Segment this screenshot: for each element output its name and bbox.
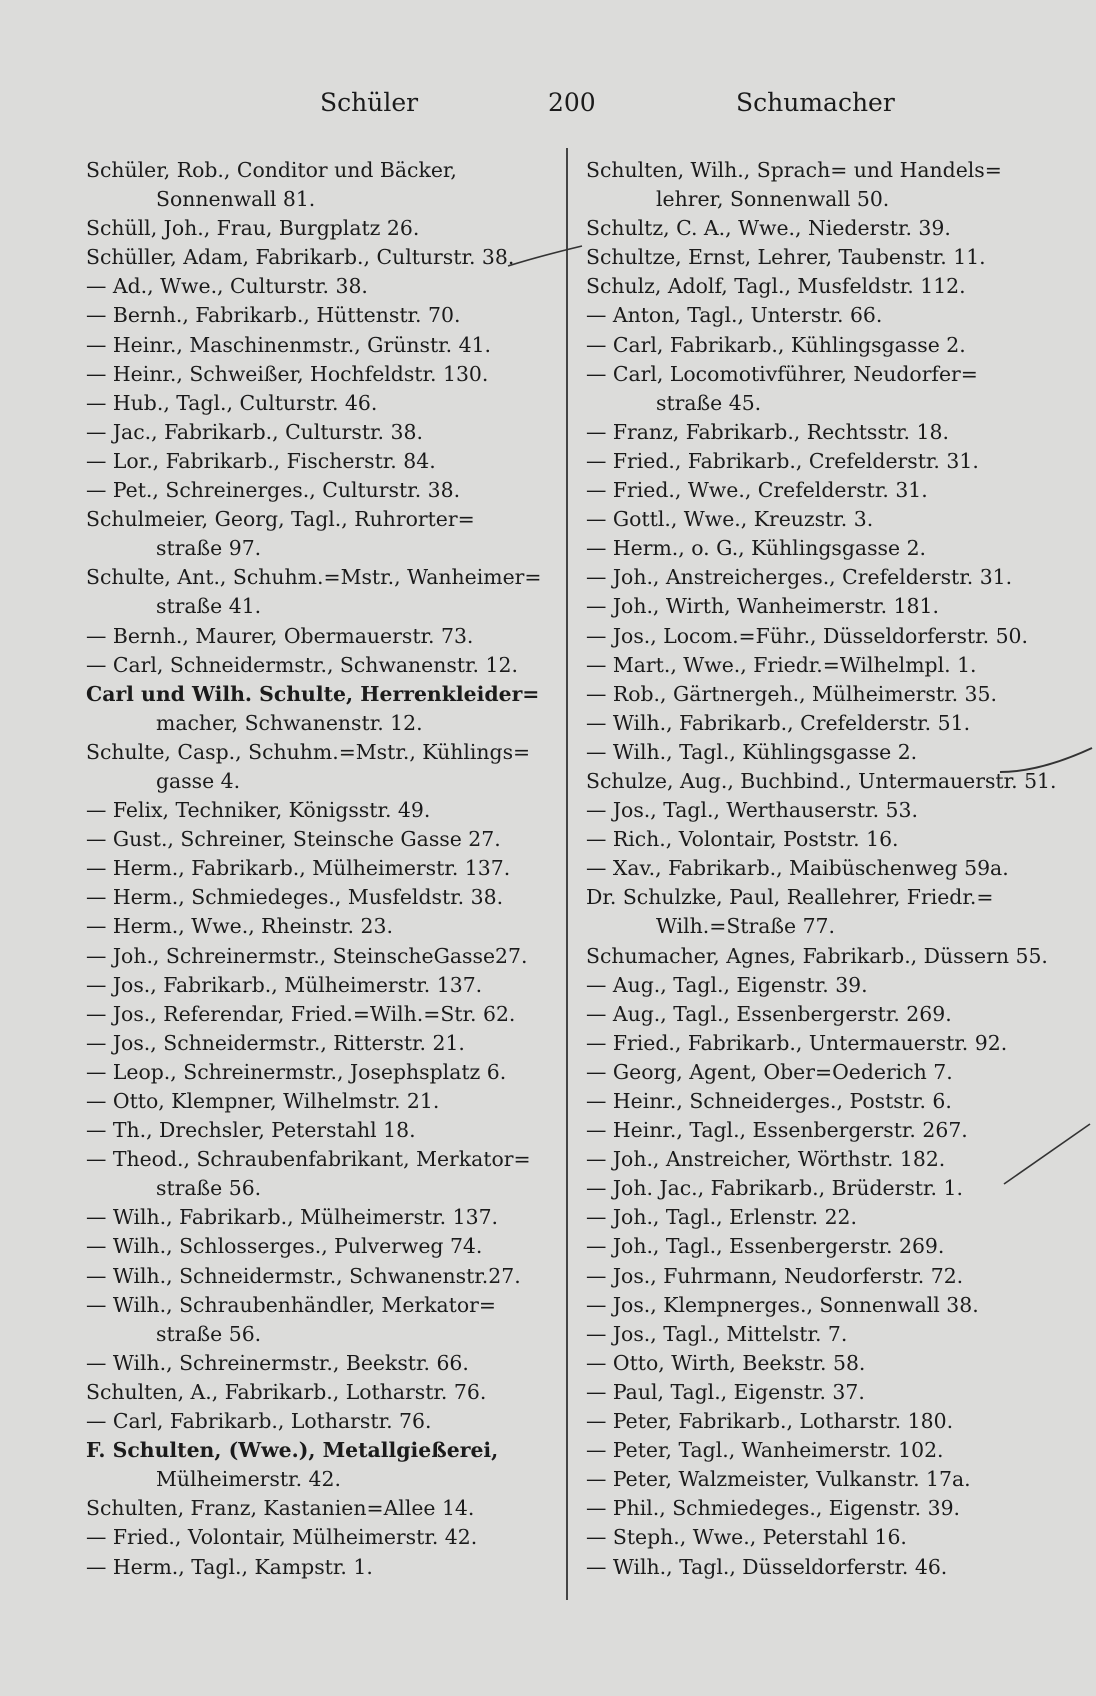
directory-entry: — Peter, Fabrikarb., Lotharstr. 180. xyxy=(586,1409,954,1434)
directory-entry: Schumacher, Agnes, Fabrikarb., Düssern 55. xyxy=(586,943,1048,968)
directory-entry: — Theod., Schraubenfabrikant, Merkator= xyxy=(86,1147,531,1172)
directory-entry: — Heinr., Schneiderges., Poststr. 6. xyxy=(586,1089,952,1113)
directory-entry: — Joh. Jac., Fabrikarb., Brüderstr. 1. xyxy=(586,1176,963,1201)
directory-entry: — Xav., Fabrikarb., Maibüschenweg 59a. xyxy=(586,856,1009,881)
directory-entry: — Bernh., Fabrikarb., Hüttenstr. 70. xyxy=(86,303,461,328)
directory-entry: Schulte, Ant., Schuhm.=Mstr., Wanheimer= xyxy=(86,565,542,590)
directory-entry: — Gottl., Wwe., Kreuzstr. 3. xyxy=(586,507,874,532)
directory-entry: — Franz, Fabrikarb., Rechtsstr. 18. xyxy=(586,419,949,444)
directory-entry: — Anton, Tagl., Unterstr. 66. xyxy=(586,303,883,328)
directory-entry: — Otto, Klempner, Wilhelmstr. 21. xyxy=(86,1089,440,1113)
directory-entry: — Peter, Tagl., Wanheimerstr. 102. xyxy=(586,1438,944,1463)
entry-continuation: lehrer, Sonnenwall 50. xyxy=(656,187,890,212)
directory-entry: — Jos., Klempnerges., Sonnenwall 38. xyxy=(586,1292,979,1317)
directory-entry: Carl und Wilh. Schulte, Herrenkleider= xyxy=(86,681,540,706)
directory-entry: — Heinr., Tagl., Essenbergerstr. 267. xyxy=(586,1118,968,1143)
directory-entry: — Wilh., Schreinermstr., Beekstr. 66. xyxy=(86,1350,469,1375)
directory-entry: — Jos., Fuhrmann, Neudorferstr. 72. xyxy=(586,1263,964,1288)
directory-entry: — Wilh., Schlosserges., Pulverweg 74. xyxy=(86,1234,483,1259)
directory-entry: — Jos., Schneidermstr., Ritterstr. 21. xyxy=(86,1030,465,1055)
directory-entry: — Lor., Fabrikarb., Fischerstr. 84. xyxy=(86,448,436,473)
header-right-keyword: Schumacher xyxy=(736,88,895,117)
directory-entry: Schulte, Casp., Schuhm.=Mstr., Kühlings= xyxy=(86,739,531,764)
directory-entry: Schulz, Adolf, Tagl., Musfeldstr. 112. xyxy=(586,274,966,299)
directory-entry: — Wilh., Schraubenhändler, Merkator= xyxy=(86,1292,496,1317)
directory-entry: — Jac., Fabrikarb., Culturstr. 38. xyxy=(86,419,423,444)
directory-entry: — Otto, Wirth, Beekstr. 58. xyxy=(586,1350,866,1375)
directory-entry: — Carl, Schneidermstr., Schwanenstr. 12. xyxy=(86,652,518,677)
directory-entry: F. Schulten, (Wwe.), Metallgießerei, xyxy=(86,1438,499,1463)
directory-entry: — Herm., Fabrikarb., Mülheimerstr. 137. xyxy=(86,856,511,881)
directory-entry: — Herm., Schmiedeges., Musfeldstr. 38. xyxy=(86,885,504,910)
column-divider xyxy=(566,148,568,1600)
directory-entry: Schultz, C. A., Wwe., Niederstr. 39. xyxy=(586,216,951,241)
directory-entry: Schulze, Aug., Buchbind., Untermauerstr. 51. xyxy=(586,768,1057,793)
directory-entry: — Jos., Fabrikarb., Mülheimerstr. 137. xyxy=(86,972,483,997)
right-column xyxy=(586,156,1056,1582)
directory-entry: Schüller, Adam, Fabrikarb., Culturstr. 38. xyxy=(86,245,515,270)
directory-entry: — Heinr., Schweißer, Hochfeldstr. 130. xyxy=(86,361,489,386)
directory-entry: — Gust., Schreiner, Steinsche Gasse 27. xyxy=(86,827,501,852)
entry-continuation: gasse 4. xyxy=(156,768,241,793)
directory-entry: — Joh., Schreinermstr., SteinscheGasse27. xyxy=(86,943,528,968)
entry-continuation: Wilh.=Straße 77. xyxy=(656,914,836,939)
directory-entry: — Bernh., Maurer, Obermauerstr. 73. xyxy=(86,623,474,648)
directory-entry: — Herm., o. G., Kühlingsgasse 2. xyxy=(586,536,927,561)
directory-entry: — Phil., Schmiedeges., Eigenstr. 39. xyxy=(586,1496,961,1521)
directory-entry: — Jos., Referendar, Fried.=Wilh.=Str. 62. xyxy=(86,1001,516,1026)
directory-entry: — Wilh., Tagl., Kühlingsgasse 2. xyxy=(586,739,918,764)
directory-entry: — Fried., Fabrikarb., Crefelderstr. 31. xyxy=(586,448,979,473)
directory-entry: — Rich., Volontair, Poststr. 16. xyxy=(586,827,899,852)
directory-entry: — Pet., Schreinerges., Culturstr. 38. xyxy=(86,478,461,503)
directory-entry: — Joh., Tagl., Erlenstr. 22. xyxy=(586,1205,858,1230)
directory-entry: — Joh., Anstreicherges., Crefelderstr. 31. xyxy=(586,565,1013,590)
entry-continuation: Sonnenwall 81. xyxy=(156,187,316,212)
directory-entry: — Mart., Wwe., Friedr.=Wilhelmpl. 1. xyxy=(586,652,977,677)
directory-entry: Schüll, Joh., Frau, Burgplatz 26. xyxy=(86,216,420,241)
directory-entry: — Paul, Tagl., Eigenstr. 37. xyxy=(586,1379,865,1404)
entry-continuation: straße 45. xyxy=(656,390,762,415)
entry-continuation: straße 97. xyxy=(156,536,262,561)
directory-entry: — Herm., Tagl., Kampstr. 1. xyxy=(86,1554,373,1579)
directory-entry: Schulten, A., Fabrikarb., Lotharstr. 76. xyxy=(86,1379,487,1404)
directory-entry: Schüler, Rob., Conditor und Bäcker, xyxy=(86,158,457,182)
directory-entry: — Leop., Schreinermstr., Josephsplatz 6. xyxy=(86,1059,507,1084)
header-left-keyword: Schüler xyxy=(320,88,419,117)
directory-entry: — Jos., Locom.=Führ., Düsseldorferstr. 50. xyxy=(586,623,1029,648)
directory-entry: Schulmeier, Georg, Tagl., Ruhrorter= xyxy=(86,507,475,532)
directory-entry: — Wilh., Fabrikarb., Crefelderstr. 51. xyxy=(586,710,971,735)
directory-entry: — Ad., Wwe., Culturstr. 38. xyxy=(86,274,368,299)
directory-entry: — Joh., Anstreicher, Wörthstr. 182. xyxy=(586,1147,946,1172)
directory-entry: — Jos., Tagl., Werthauserstr. 53. xyxy=(586,798,918,823)
directory-entry: — Heinr., Maschinenmstr., Grünstr. 41. xyxy=(86,332,492,357)
directory-entry: — Joh., Wirth, Wanheimerstr. 181. xyxy=(586,594,939,619)
directory-entry: Dr. Schulzke, Paul, Reallehrer, Friedr.= xyxy=(586,885,994,910)
directory-entry: — Georg, Agent, Ober=Oederich 7. xyxy=(586,1059,953,1084)
directory-entry: — Joh., Tagl., Essenbergerstr. 269. xyxy=(586,1234,945,1259)
directory-entry: Schultze, Ernst, Lehrer, Taubenstr. 11. xyxy=(586,245,986,270)
entry-continuation: straße 56. xyxy=(156,1321,262,1346)
directory-entry: — Hub., Tagl., Culturstr. 46. xyxy=(86,390,378,415)
directory-entry: — Peter, Walzmeister, Vulkanstr. 17a. xyxy=(586,1467,971,1492)
entry-continuation: straße 41. xyxy=(156,594,262,619)
directory-entry: — Wilh., Schneidermstr., Schwanenstr.27. xyxy=(86,1263,521,1288)
directory-entry: — Fried., Wwe., Crefelderstr. 31. xyxy=(586,478,928,503)
directory-entry: Schulten, Wilh., Sprach= und Handels= xyxy=(586,158,1002,182)
directory-entry: — Wilh., Fabrikarb., Mülheimerstr. 137. xyxy=(86,1205,499,1230)
entry-continuation: macher, Schwanenstr. 12. xyxy=(156,710,423,735)
directory-entry: — Th., Drechsler, Peterstahl 18. xyxy=(86,1118,416,1143)
directory-entry: — Aug., Tagl., Essenbergerstr. 269. xyxy=(586,1001,952,1026)
entry-continuation: straße 56. xyxy=(156,1176,262,1201)
directory-entry: — Fried., Volontair, Mülheimerstr. 42. xyxy=(86,1525,478,1550)
directory-entry: — Herm., Wwe., Rheinstr. 23. xyxy=(86,914,393,939)
directory-entry: — Carl, Locomotivführer, Neudorfer= xyxy=(586,361,978,386)
directory-entry: — Carl, Fabrikarb., Kühlingsgasse 2. xyxy=(586,332,966,357)
entry-continuation: Mülheimerstr. 42. xyxy=(156,1467,341,1492)
page-number: 200 xyxy=(548,88,596,117)
directory-entry: Schulten, Franz, Kastanien=Allee 14. xyxy=(86,1496,475,1521)
directory-entry: — Aug., Tagl., Eigenstr. 39. xyxy=(586,972,868,997)
directory-entry: — Steph., Wwe., Peterstahl 16. xyxy=(586,1525,907,1550)
directory-entry: — Wilh., Tagl., Düsseldorferstr. 46. xyxy=(586,1554,948,1579)
page-header xyxy=(0,88,1096,128)
directory-entry: — Felix, Techniker, Königsstr. 49. xyxy=(86,798,431,823)
left-column xyxy=(86,156,562,1582)
directory-entry: — Rob., Gärtnergeh., Mülheimerstr. 35. xyxy=(586,681,997,706)
directory-entry: — Carl, Fabrikarb., Lotharstr. 76. xyxy=(86,1409,432,1434)
directory-entry: — Fried., Fabrikarb., Untermauerstr. 92. xyxy=(586,1030,1008,1055)
directory-entry: — Jos., Tagl., Mittelstr. 7. xyxy=(586,1321,848,1346)
